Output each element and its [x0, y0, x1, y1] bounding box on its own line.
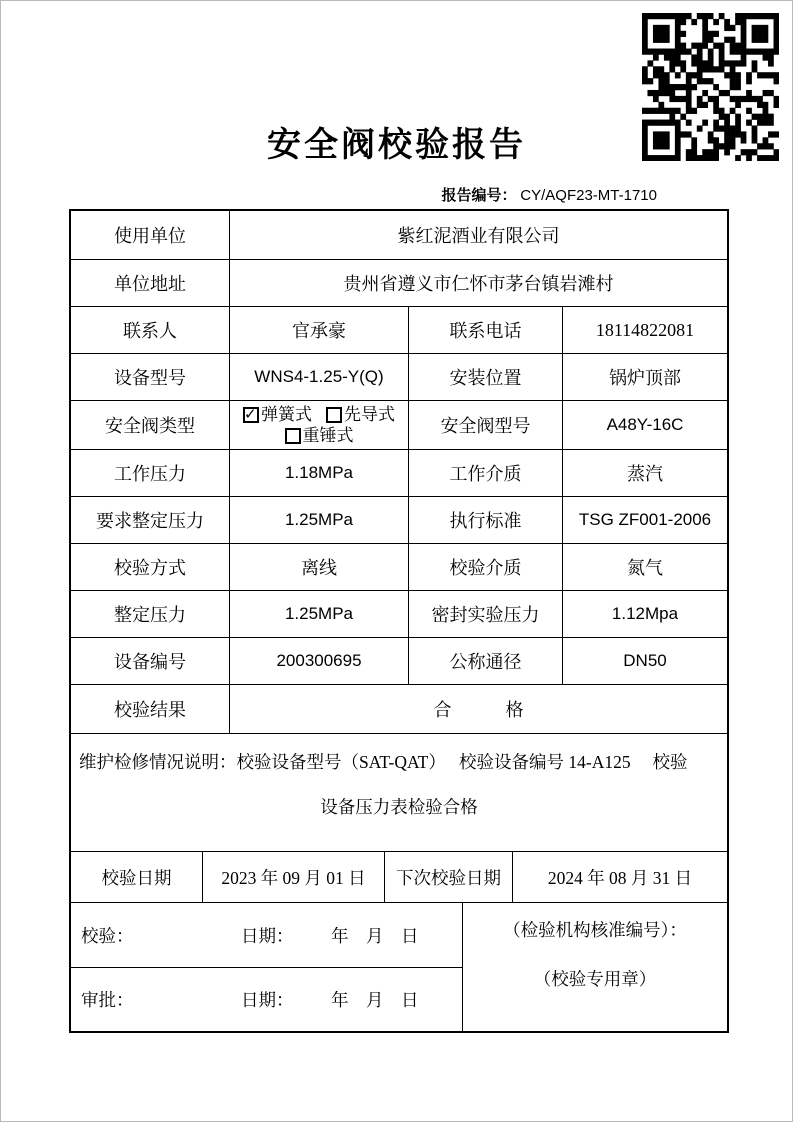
calibration-date-value: 2023 年 09 月 01 日	[202, 852, 384, 902]
maintenance-note-line1: 维护检修情况说明：校验设备型号（SAT-QAT） 校验设备编号 14-A125 校验	[79, 752, 688, 772]
signature-section	[71, 902, 727, 1031]
valve-option-pilot[interactable]	[326, 404, 395, 425]
use-unit-value: 紫红泥酒业有限公司	[229, 211, 727, 259]
install-position-label: 安装位置	[408, 354, 562, 400]
table-row	[71, 353, 727, 400]
valve-option-0-label: 弹簧式	[261, 405, 312, 424]
table-row	[71, 449, 727, 496]
nominal-diameter-label: 公称通径	[408, 638, 562, 684]
table-row	[71, 400, 727, 449]
use-unit-label: 使用单位	[114, 226, 186, 246]
report-number	[69, 184, 729, 205]
calibrator-label: 校验：	[81, 925, 134, 946]
device-model-value: WNS4-1.25-Y(Q)	[229, 354, 408, 400]
table-row	[71, 306, 727, 353]
report-number-label: 报告编号：	[441, 188, 517, 204]
contact-phone-value: 18114822081	[562, 307, 727, 353]
standard-value: TSG ZF001-2006	[562, 497, 727, 543]
calibration-stamp-note: （校验专用章）	[533, 969, 657, 989]
calibration-method-label: 校验方式	[114, 558, 186, 578]
next-calibration-date-value: 2024 年 08 月 31 日	[512, 852, 727, 902]
page-title: 安全阀校验报告	[267, 127, 526, 164]
table-row	[71, 259, 727, 306]
calibration-date-label: 校验日期	[101, 867, 172, 888]
table-row	[71, 637, 727, 684]
valve-type-label: 安全阀类型	[105, 416, 195, 436]
table-row	[71, 590, 727, 637]
valve-model-label: 安全阀型号	[408, 401, 562, 449]
agency-stamp-cell	[462, 903, 727, 1031]
dates-row	[71, 852, 727, 902]
contact-label: 联系人	[123, 321, 177, 341]
seal-test-pressure-label: 密封实验压力	[408, 591, 562, 637]
set-pressure-label: 整定压力	[114, 605, 186, 625]
approver-label: 审批：	[81, 990, 134, 1010]
maintenance-note	[71, 733, 727, 851]
valve-type-options	[229, 401, 408, 449]
contact-value: 官承豪	[229, 307, 408, 353]
calibration-method-value: 离线	[229, 544, 408, 590]
working-medium-label: 工作介质	[408, 450, 562, 496]
table-row	[71, 543, 727, 590]
valve-option-2-label: 重锤式	[302, 426, 354, 445]
approver-date-label: 日期：	[241, 990, 294, 1010]
required-set-pressure-label: 要求整定压力	[96, 511, 204, 531]
unit-address-label: 单位地址	[114, 274, 186, 294]
install-position-value: 锅炉顶部	[562, 354, 727, 400]
qr-code	[642, 13, 779, 161]
approver-signature-row	[71, 967, 462, 1031]
valve-option-spring[interactable]	[243, 404, 312, 425]
valve-option-1-checkbox[interactable]	[326, 407, 342, 423]
device-no-label: 设备编号	[114, 652, 186, 672]
device-no-value: 200300695	[229, 638, 408, 684]
agency-approval-number: （检验机构核准编号）：	[503, 920, 687, 940]
calibration-medium-value: 氮气	[562, 544, 727, 590]
result-label: 校验结果	[114, 700, 186, 720]
calibration-medium-label: 校验介质	[408, 544, 562, 590]
valve-option-1-label: 先导式	[344, 405, 395, 424]
calibrator-ymd: 年 月 日	[331, 925, 419, 946]
result-value: 合 格	[229, 685, 727, 733]
valve-model-value: A48Y-16C	[562, 401, 727, 449]
valve-option-weight[interactable]	[285, 425, 354, 446]
working-pressure-label: 工作压力	[114, 464, 186, 484]
device-model-label: 设备型号	[114, 368, 186, 388]
next-calibration-date-label: 下次校验日期	[384, 852, 512, 902]
approver-ymd: 年 月 日	[331, 990, 419, 1010]
seal-test-pressure-value: 1.12Mpa	[562, 591, 727, 637]
valve-option-2-checkbox[interactable]	[285, 428, 301, 444]
table-row	[71, 684, 727, 733]
working-medium-value: 蒸汽	[562, 450, 727, 496]
table-row	[71, 496, 727, 543]
maintenance-note-line2: 设备压力表检验合格	[320, 797, 478, 817]
required-set-pressure-value: 1.25MPa	[229, 497, 408, 543]
unit-address-value: 贵州省遵义市仁怀市茅台镇岩滩村	[229, 260, 727, 306]
set-pressure-value: 1.25MPa	[229, 591, 408, 637]
table-row	[71, 211, 727, 259]
valve-option-0-checkbox[interactable]	[243, 407, 259, 423]
report-table	[69, 209, 729, 1033]
calibrator-date-label: 日期：	[241, 925, 294, 946]
nominal-diameter-value: DN50	[562, 638, 727, 684]
working-pressure-value: 1.18MPa	[229, 450, 408, 496]
report-number-value: CY/AQF23-MT-1710	[520, 187, 657, 204]
contact-phone-label: 联系电话	[408, 307, 562, 353]
standard-label: 执行标准	[408, 497, 562, 543]
calibrator-signature-row	[71, 903, 462, 967]
